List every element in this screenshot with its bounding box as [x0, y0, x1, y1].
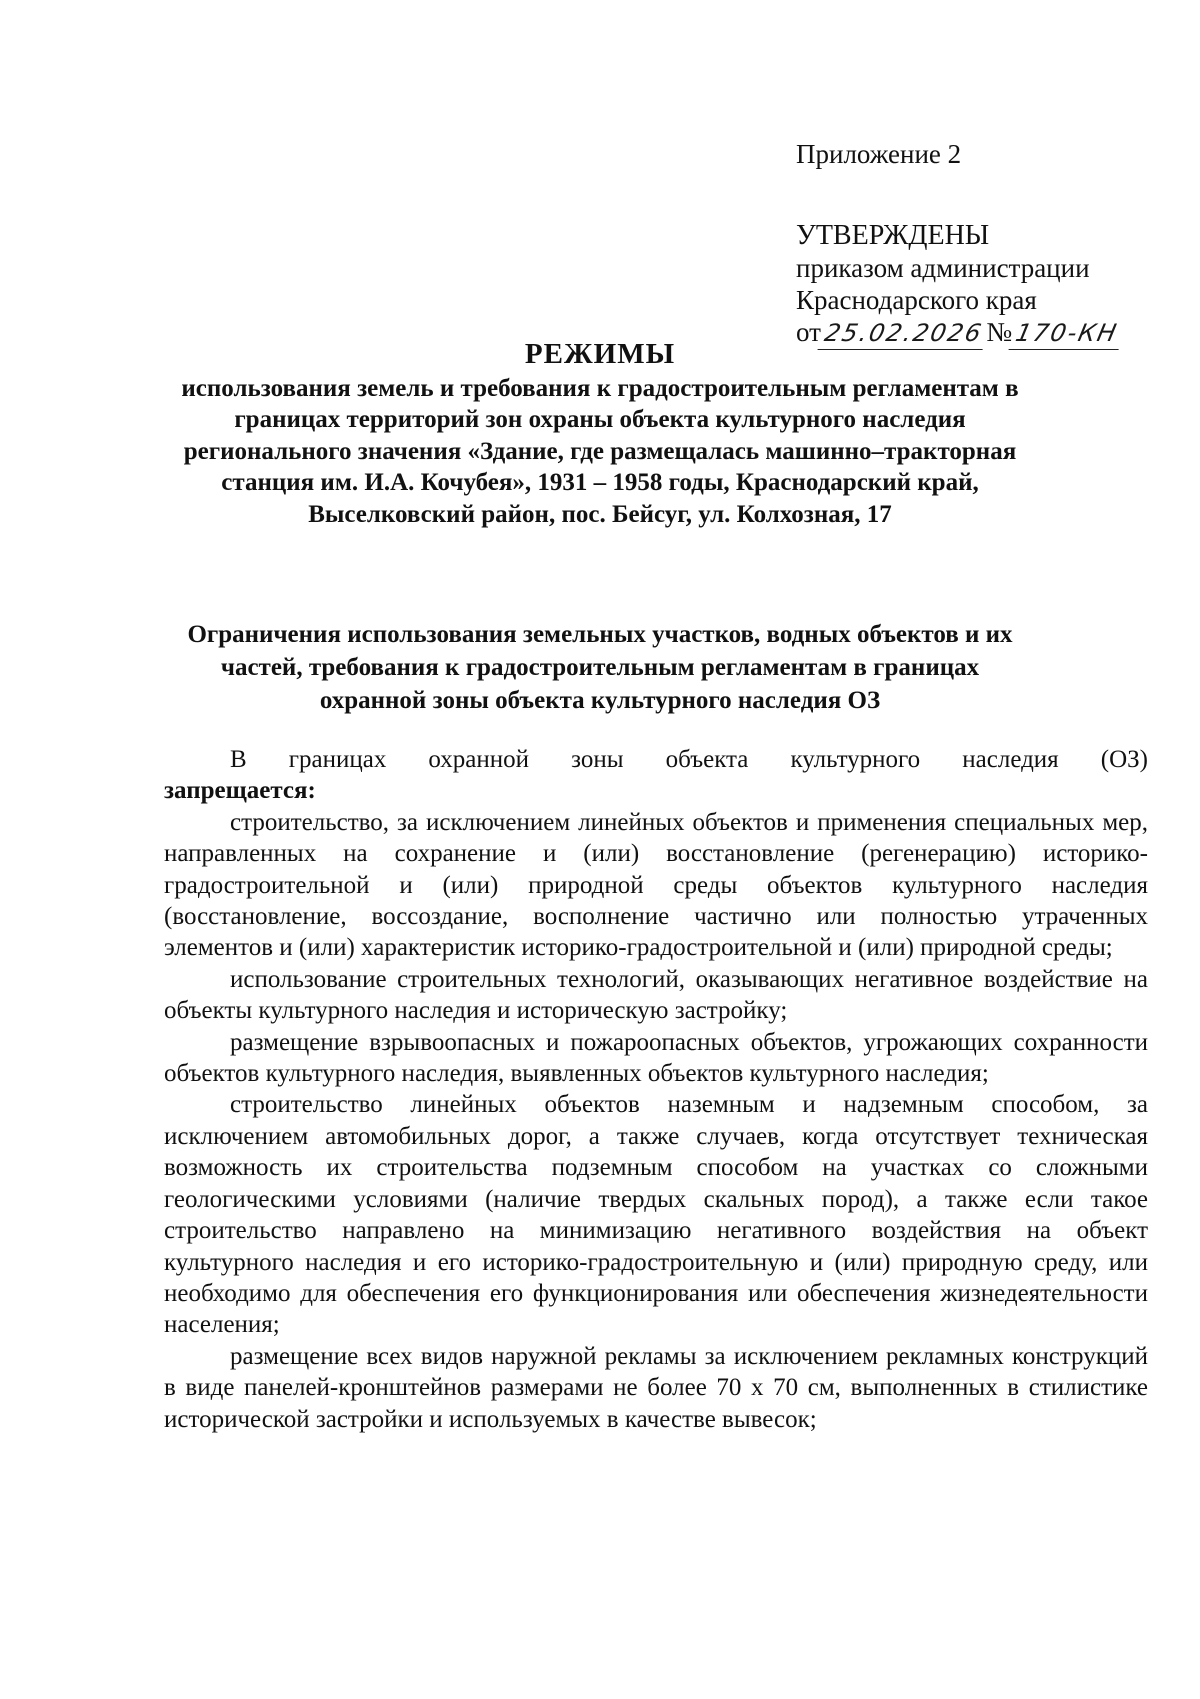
approval-line-2: Краснодарского края: [796, 285, 1037, 315]
number-sign: №: [986, 317, 1013, 347]
approval-block: [796, 138, 1176, 350]
list-item: строительство линейных объектов наземным и надземным способом, за исключением автомобильных дорог, а также случаев, когда отсутствует техническая возможность их строительства подземным способом на участках со сложными геологическими условиями (наличие твердых скальных пород), а также если такое строительство направлено на минимизацию негативного воздействия на объект культурного наследия и его историко-градостроительную и (или) природную среду, или необходимо для обеспечения его функционирования или обеспечения жизнедеятельности населения;: [164, 1091, 1148, 1339]
document-subtitle: использования земель и требования к градостроительным регламентам в границах территорий зон охраны объекта культурного наследия регионального значения «Здание, где размещалась машинно–тракторная станция им. И.А. Кочубея», 1931 – 1958 годы, Краснодарский край, Выселковский район, пос. Бейсуг, ул. Колхозная, 17: [181, 375, 1019, 528]
document-body: [164, 744, 1148, 1435]
document-title-block: [170, 338, 1030, 530]
annex-label: Приложение 2: [796, 139, 962, 169]
handwritten-number: 170-КН: [1009, 317, 1126, 350]
list-item: строительство, за исключением линейных объектов и применения специальных мер, направленных на сохранение и (или) восстановление (регенерацию) историко-градостроительной и (или) природной среды объектов культурного наследия (восстановление, воссоздание, восполнение частично или полностью утраченных элементов и (или) характеристик историко-градостроительной и (или) природной среды;: [164, 808, 1148, 962]
list-item: размещение взрывоопасных и пожароопасных объектов, угрожающих сохранности объектов культурного наследия, выявленных объектов культурного наследия;: [164, 1028, 1148, 1088]
section-title: Ограничения использования земельных участков, водных объектов и их частей, требования к градостроительным регламентам в границах охранной зоны объекта культурного наследия ОЗ: [187, 621, 1013, 714]
approval-heading: УТВЕРЖДЕНЫ: [796, 220, 990, 251]
list-item: использование строительных технологий, оказывающих негативное воздействие на объекты культурного наследия и историческую застройку;: [164, 965, 1148, 1025]
approval-line-1: приказом администрации: [796, 253, 1090, 283]
document-title: РЕЖИМЫ: [524, 338, 676, 370]
intro-paragraph: В границах охранной зоны объекта культурного наследия (ОЗ): [230, 746, 1148, 773]
list-item: размещение всех видов наружной рекламы за исключением рекламных конструкций в виде панелей-кронштейнов размерами не более 70 х 70 см, выполненных в стилистике исторической застройки и используемых в качестве вывесок;: [164, 1342, 1148, 1433]
date-prefix: от: [796, 317, 821, 347]
intro-bold: запрещается:: [164, 777, 316, 805]
handwritten-date: 25.02.2026: [817, 317, 989, 350]
